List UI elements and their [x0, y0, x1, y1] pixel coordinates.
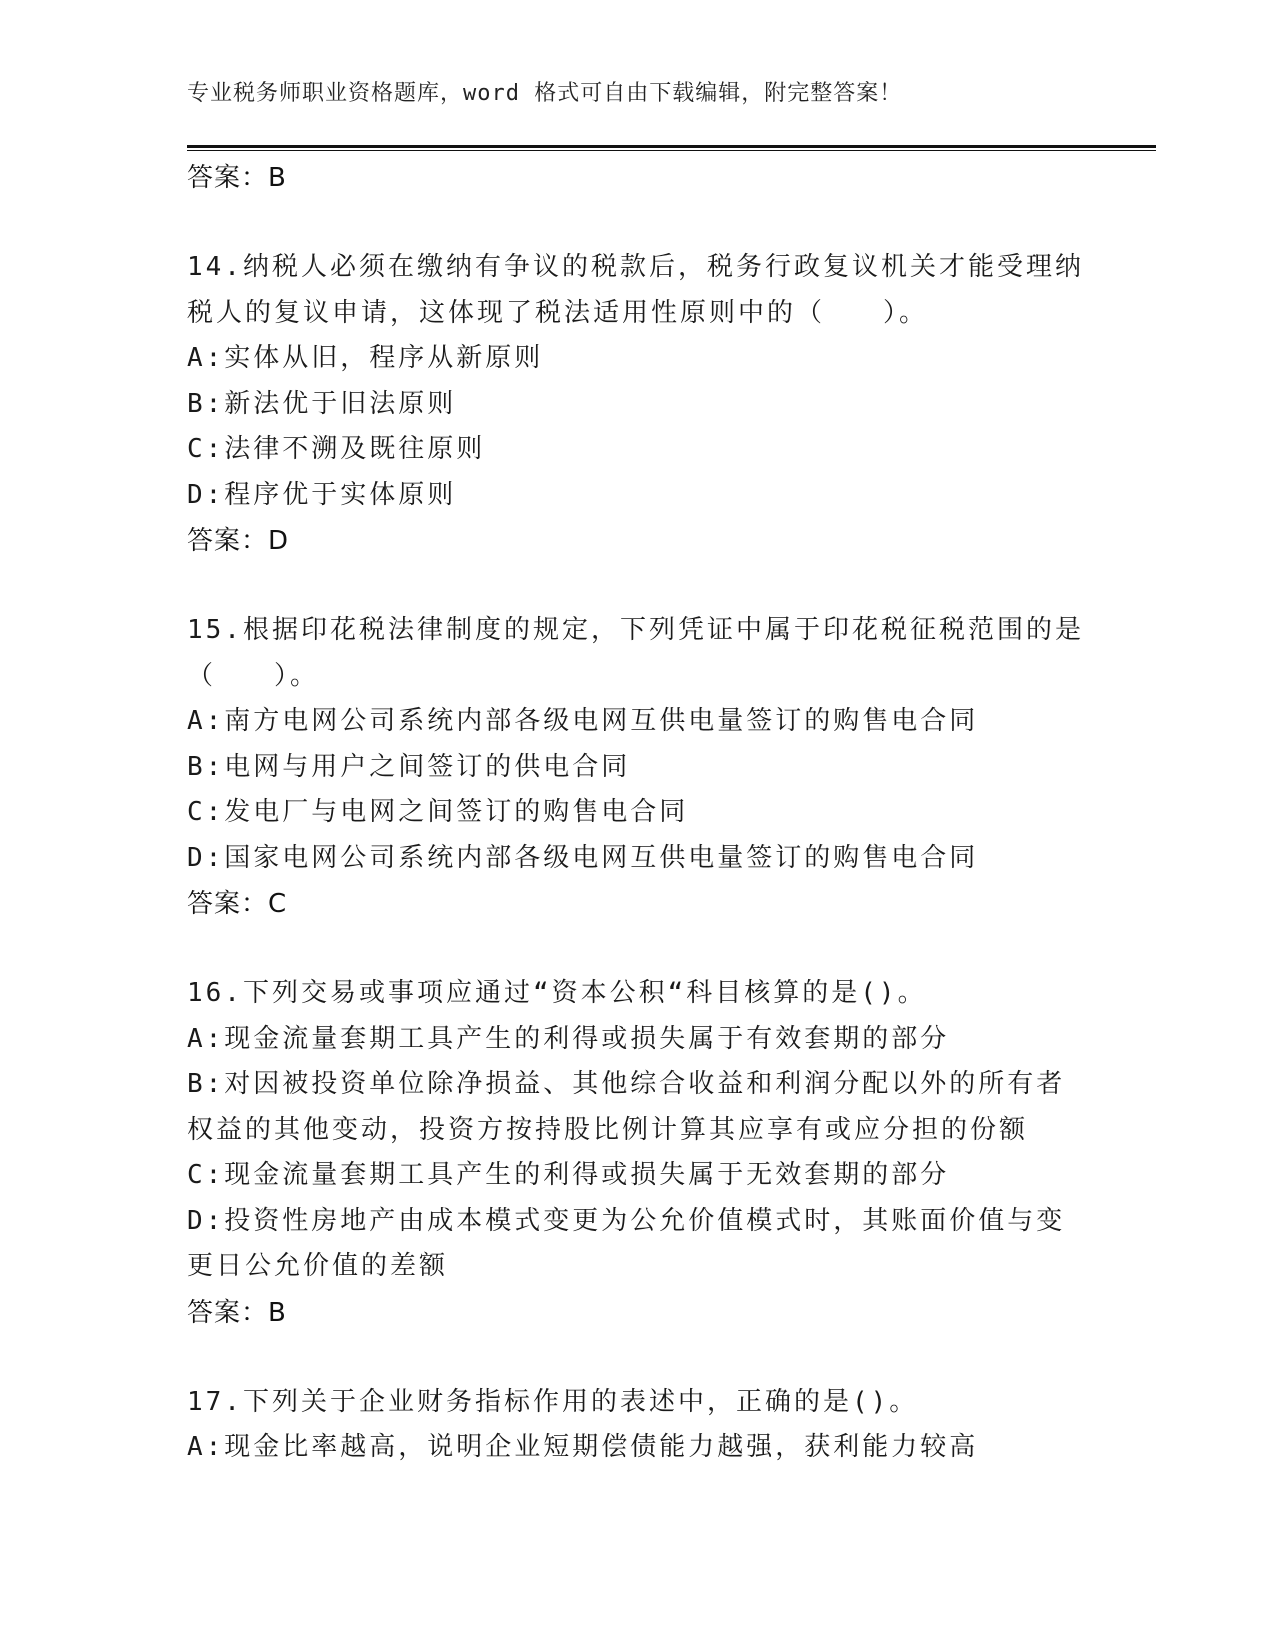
- option-a: A:现金流量套期工具产生的利得或损失属于有效套期的部分: [187, 1023, 950, 1054]
- option-a: A:南方电网公司系统内部各级电网互供电量签订的购售电合同: [187, 706, 979, 736]
- option-b-continued: 权益的其他变动，投资方按持股比例计算其应享有或应分担的份额: [187, 1114, 1029, 1145]
- question-stem-line: 16.下列交易或事项应通过“资本公积“科目核算的是()。: [187, 978, 927, 1008]
- header-divider: [187, 145, 1156, 151]
- option-d: D:国家电网公司系统内部各级电网互供电量签订的购售电合同: [187, 842, 979, 873]
- answer-line: 答案：C: [187, 889, 288, 919]
- option-a: A:实体从旧，程序从新原则: [187, 343, 544, 373]
- option-a: A:现金比率越高，说明企业短期偿债能力越强，获利能力较高: [187, 1432, 979, 1462]
- question-17: [187, 1380, 1087, 1471]
- question-14: [187, 245, 1087, 564]
- answer-line: 答案：B: [187, 1297, 287, 1328]
- question-stem-line: 税人的复议申请，这体现了税法适用性原则中的（ ）。: [187, 297, 929, 328]
- option-c: C:发电厂与电网之间签订的购售电合同: [187, 797, 689, 827]
- question-16: [187, 971, 1087, 1336]
- option-d: D:程序优于实体原则: [187, 479, 457, 510]
- question-stem-line: 14.纳税人必须在缴纳有争议的税款后，税务行政复议机关才能受理纳: [187, 252, 1084, 282]
- question-stem-line: 15.根据印花税法律制度的规定，下列凭证中属于印花税征税范围的是: [187, 615, 1084, 645]
- question-stem-line: 17.下列关于企业财务指标作用的表述中，正确的是()。: [187, 1386, 919, 1417]
- option-b: B:新法优于旧法原则: [187, 388, 457, 419]
- page-header-note: 专业税务师职业资格题库，word 格式可自由下载编辑，附完整答案！: [187, 81, 903, 106]
- question-stem-line: （ ）。: [187, 660, 320, 691]
- option-b: B:电网与用户之间签订的供电合同: [187, 751, 631, 782]
- option-d: D:投资性房地产由成本模式变更为公允价值模式时，其账面价值与变: [187, 1205, 1066, 1236]
- option-d-continued: 更日公允价值的差额: [187, 1251, 449, 1281]
- question-list: [187, 155, 1087, 1471]
- option-b: B:对因被投资单位除净损益、其他综合收益和利润分配以外的所有者: [187, 1069, 1066, 1099]
- option-c: C:法律不溯及既往原则: [187, 434, 486, 464]
- answer-line: 答案：D: [187, 526, 290, 556]
- question-15: [187, 608, 1087, 927]
- option-c: C:现金流量套期工具产生的利得或损失属于无效套期的部分: [187, 1160, 950, 1190]
- answer-line: 答案：B: [187, 163, 287, 193]
